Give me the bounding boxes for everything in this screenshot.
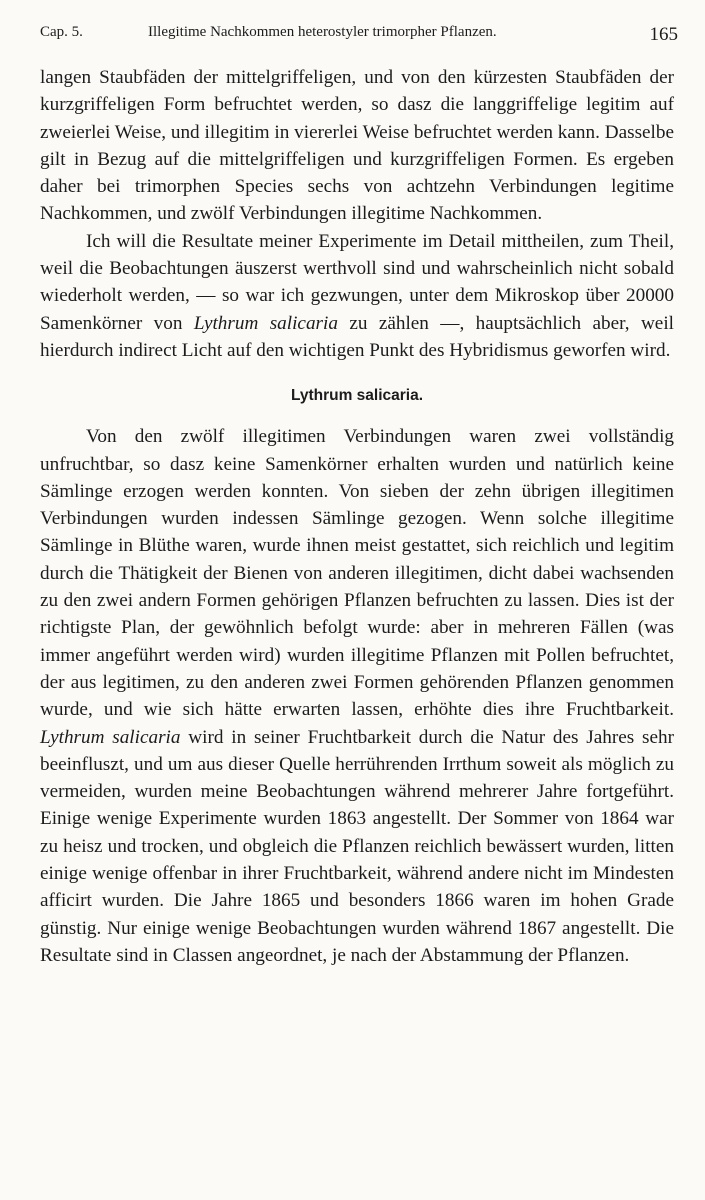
paragraph-illegitimate-unions	[40, 423, 674, 969]
running-title: Illegitime Nachkommen heterostyler trimorpher Pflanzen.	[148, 24, 497, 40]
species-name: Lythrum salicaria	[40, 726, 181, 748]
page-number: 165	[649, 24, 678, 45]
chapter-label: Cap. 5.	[40, 24, 83, 40]
body-text	[40, 64, 674, 969]
species-name: Lythrum salicaria	[193, 312, 338, 334]
paragraph-text: Von den zwölf illegitimen Verbindungen waren zwei vollständig unfruchtbar, so dasz keine Samenkörner erhalten wurden und natürlich keine Sämlinge erzogen werden konnten. Von sieben der zehn übrigen illegitimen Verbindungen wurden indessen Sämlinge gezogen. Wenn solche illegitime Sämlinge in Blüthe waren, wurde ihnen meist gestattet, sich reichlich und legitim durch die Thätigkeit der Bienen von anderen illegitimen, dicht dabei wachsenden zu den zwei andern Formen gehörigen Pflanzen befruchten zu lassen. Dies ist der richtigste Plan, der gewöhnlich befolgt wurde: aber in mehreren Fällen (was immer angeführt werden wird) wurden illegitime Pflanzen mit Pollen befruchtet, der aus legitimen, zu den anderen zwei Formen gehörenden Pflanzen genommen wurde, und wie sich hätte erwarten lassen, erhöhte dies ihre Fruchtbarkeit.	[40, 426, 674, 721]
paragraph-text: wird in seiner Fruchtbarkeit durch die Natur des Jahres sehr beeinfluszt, und um aus dieser Quelle herrührenden Irrthum soweit als möglich zu vermeiden, wurden meine Beobachtungen während mehrerer Jahre fortgeführt. Einige wenige Experimente wurden 1863 angestellt. Der Sommer von 1864 war zu heisz und trocken, und obgleich die Pflanzen reichlich bewässert wurden, litten einige wenige offenbar in ihrer Fruchtbarkeit, während andere nicht im Mindesten afficirt wurden. Die Jahre 1865 und besonders 1866 waren im hohen Grade günstig. Nur einige wenige Beobachtungen wurden während 1867 angestellt. Die Resultate sind in Classen angeordnet, je nach der Abstammung der Pflanzen.	[40, 726, 674, 966]
paragraph-text: Ich will die Resultate meiner Experimente im Detail mittheilen, zum Theil, weil die Beobachtungen äuszerst werthvoll sind und wahrscheinlich nicht sobald wiederholt werden, — so war ich gezwungen, unter dem Mikroskop über 20000 Samenkörner von	[40, 230, 674, 334]
section-heading: Lythrum salicaria.	[290, 387, 424, 405]
paragraph-text: zu zählen —, hauptsächlich aber, weil hierdurch indirect Licht auf den wichtigen Punkt des Hybridismus geworfen wird.	[40, 312, 674, 361]
paragraph-results	[40, 228, 674, 364]
paragraph-continuation: langen Staubfäden der mittelgriffeligen, und von den kürzesten Staubfäden der kurzgriffeligen Form befruchtet werden, so dasz die langgriffelige legitim auf zweierlei Weise, und illegitim in viererlei Weise befruchtet werden kann. Dasselbe gilt in Bezug auf die mittelgriffeligen und kurzgriffeligen Formen. Es ergeben daher bei trimorphen Species sechs von achtzehn Verbindungen legitime Nachkommen, und zwölf Verbindungen illegitime Nachkommen.	[40, 67, 674, 225]
running-header	[40, 22, 680, 52]
